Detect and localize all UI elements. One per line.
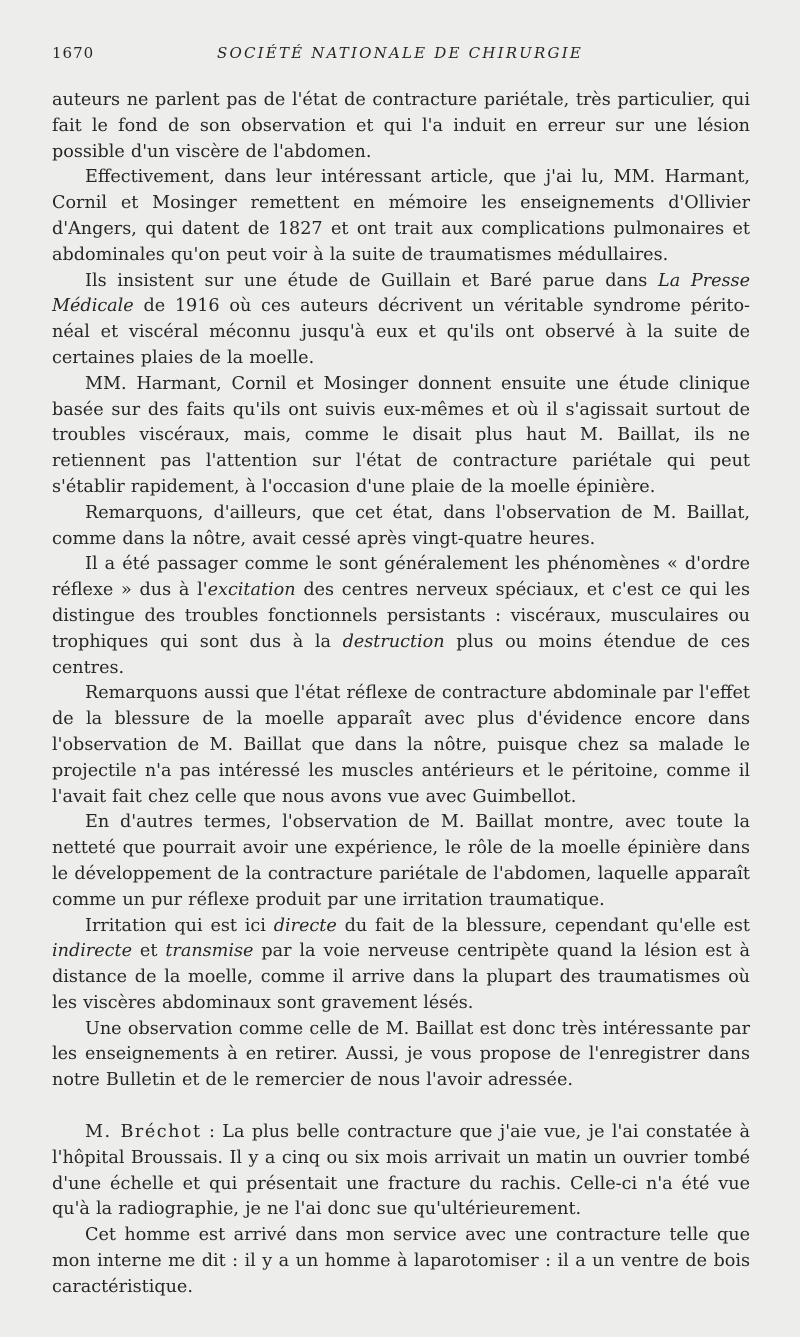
paragraph bbox=[52, 501, 750, 553]
text-run: Effectivement, dans leur intéressant article, que j'ai lu, MM. Harmant, Cornil et Mosinger remettent en mémoire les enseignements d'Ollivier d'Angers, qui datent de 1827 et ont trait aux complications pulmonaires et abdominales qu'on peut voir à la suite de traumatismes médullaires. bbox=[52, 167, 750, 265]
text-run: MM. Harmant, Cornil et Mosinger donnent ensuite une étude clinique basée sur des faits qu'ils ont suivis eux-mêmes et où il s'agissait surtout de troubles viscéraux, mais, comme le disait plus haut M. Baillat, ils ne retiennent pas l'attention sur l'état de contracture pariétale qui peut s'établir rapidement, à l'occasion d'une plaie de la moelle épinière. bbox=[52, 373, 750, 497]
text-run: des centres nerveux spéciaux, et c'est ce qui les distingue des troubles fonctionnels persistants : viscéraux, musculaires ou trophiques qui sont dus à la bbox=[52, 580, 750, 652]
paragraph bbox=[52, 88, 750, 165]
paragraph bbox=[52, 552, 750, 681]
paragraph bbox=[52, 810, 750, 913]
emphasis: destruction bbox=[342, 631, 445, 652]
text-run: plus ou moins étendue de ces centres. bbox=[52, 631, 750, 678]
text-run: : La plus belle contracture que j'aie vue, je l'ai constatée à l'hôpital Broussais. Il y a cinq ou six mois arrivait un matin un ouvrier tombé d'une échelle et qui présentait une fracture du rachis. Celle-ci n'a été vue qu'à la radiographie, je ne l'ai donc sue qu'ultérieurement. bbox=[52, 1122, 750, 1220]
paragraph bbox=[52, 269, 750, 372]
page-header bbox=[52, 44, 748, 66]
emphasis: directe bbox=[273, 915, 337, 936]
speaker-name: M. Bréchot bbox=[85, 1122, 202, 1143]
text-run: de 1916 où ces auteurs décrivent un véritable syndrome périto-néal et viscéral méconnu jusqu'à eux et qu'ils ont observé à la suite de certaines plaies de la moelle. bbox=[52, 296, 750, 368]
emphasis: excitation bbox=[207, 580, 296, 601]
text-run: Remarquons, d'ailleurs, que cet état, dans l'observation de M. Baillat, comme dans la nôtre, avait cessé après vingt-quatre heures. bbox=[52, 502, 750, 549]
paragraph bbox=[52, 1120, 750, 1223]
text-run: et bbox=[132, 941, 166, 962]
paragraph bbox=[52, 1223, 750, 1300]
paragraph bbox=[52, 372, 750, 501]
text-run: Remarquons aussi que l'état réflexe de contracture abdominale par l'effet de la blessure de la moelle apparaît avec plus d'évidence encore dans l'observation de M. Baillat que dans la nôtre, puisque chez sa malade le projectile n'a pas intéressé les muscles antérieurs et le péritoine, comme il l'avait fait chez celle que nous avons vue avec Guimbellot. bbox=[52, 683, 750, 807]
text-run: par la voie nerveuse centripète quand la lésion est à distance de la moelle, comme il arrive dans la plupart des traumatismes où les viscères abdominaux sont gravement lésés. bbox=[52, 941, 751, 1013]
emphasis: transmise bbox=[165, 941, 254, 962]
text-run: Il a été passager comme le sont généralement les phénomènes « d'ordre réflexe » dus à l' bbox=[52, 554, 750, 601]
emphasis: indirecte bbox=[52, 941, 133, 962]
page-number: 1670 bbox=[52, 44, 95, 62]
paragraph bbox=[52, 914, 750, 1017]
paragraph bbox=[52, 1017, 750, 1094]
running-title: SOCIÉTÉ NATIONALE DE CHIRURGIE bbox=[217, 44, 583, 62]
text-run: Ils insistent sur une étude de Guillain et Baré parue dans bbox=[85, 270, 659, 291]
text-run: du fait de la blessure, cependant qu'elle est bbox=[336, 915, 750, 936]
journal-title: La Presse Médicale bbox=[52, 270, 750, 317]
paragraph bbox=[52, 165, 750, 268]
text-run: En d'autres termes, l'observation de M. Baillat montre, avec toute la netteté que pourrait avoir une expérience, le rôle de la moelle épinière dans le développement de la contracture pariétale de l'abdomen, laquelle apparaît comme un pur réflexe produit par une irritation traumatique. bbox=[52, 812, 750, 910]
paragraph bbox=[52, 681, 750, 810]
text-run: auteurs ne parlent pas de l'état de contracture pariétale, très particulier, qui fait le fond de son observation et qui l'a induit en erreur sur une lésion possible d'un viscère de l'abdomen. bbox=[52, 90, 750, 162]
article-body bbox=[52, 88, 750, 1301]
text-run: Irritation qui est ici bbox=[85, 915, 274, 936]
text-run: Une observation comme celle de M. Baillat est donc très intéressante par les enseignements à en retirer. Aussi, je vous propose de l'enregistrer dans notre Bulletin et de le remercier de nous l'avoir adressée. bbox=[52, 1018, 750, 1091]
text-run: Cet homme est arrivé dans mon service avec une contracture telle que mon interne me dit : il y a un homme à laparotomiser : il a un ventre de bois caractéristique. bbox=[52, 1225, 750, 1297]
